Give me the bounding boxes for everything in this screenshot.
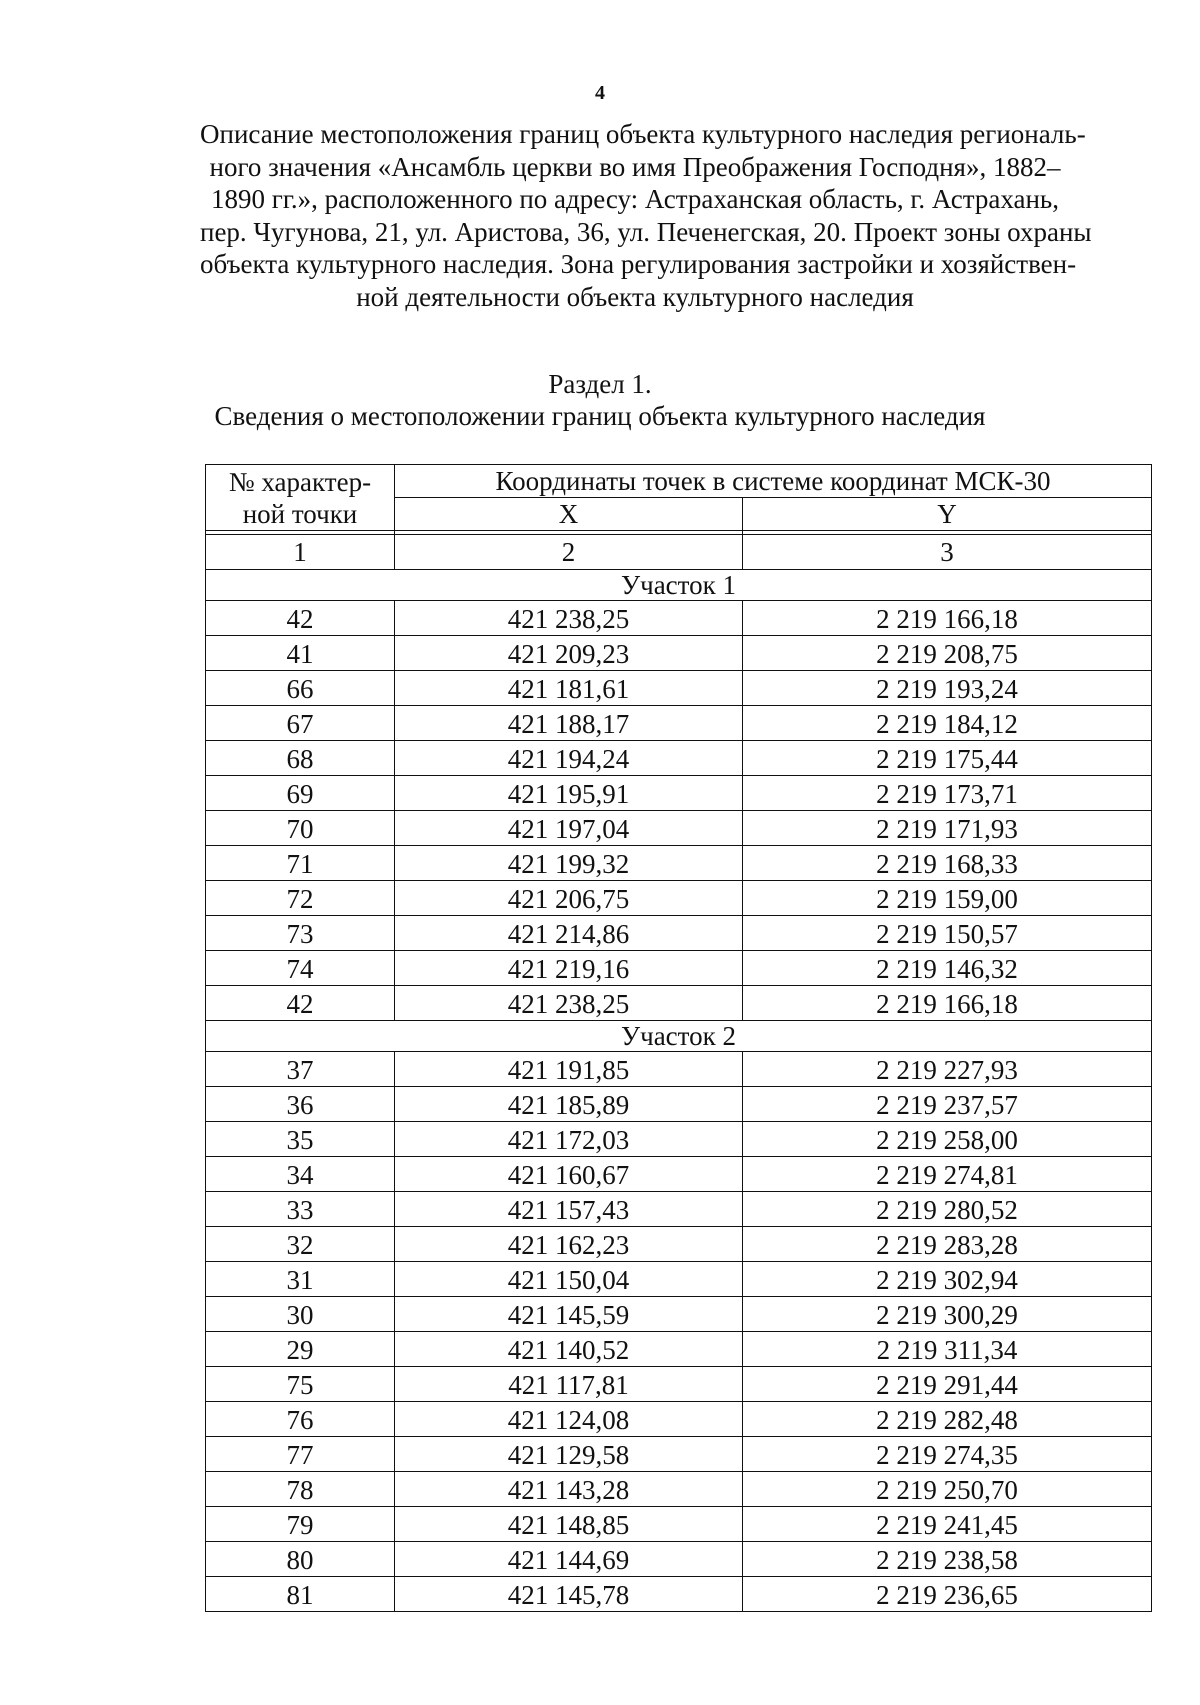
- point-number-cell: 36: [206, 1087, 395, 1122]
- header-coordinates: Координаты точек в системе координат МСК-30: [395, 465, 1152, 498]
- point-number-cell: 73: [206, 916, 395, 951]
- y-coordinate-cell: 2 219 274,81: [743, 1157, 1152, 1192]
- y-coordinate-cell: 2 219 168,33: [743, 846, 1152, 881]
- y-coordinate-cell: 2 219 166,18: [743, 986, 1152, 1021]
- y-coordinate-cell: 2 219 236,65: [743, 1577, 1152, 1612]
- header-point-number: [206, 465, 395, 531]
- table-row: [206, 776, 1152, 811]
- table-row: [206, 671, 1152, 706]
- header-point-line: № характер-: [228, 466, 372, 497]
- header-x: X: [395, 498, 743, 531]
- y-coordinate-cell: 2 219 311,34: [743, 1332, 1152, 1367]
- section-name: Участок 1: [206, 570, 1152, 601]
- point-number-cell: 77: [206, 1437, 395, 1472]
- table-row: [206, 1052, 1152, 1087]
- y-coordinate-cell: 2 219 283,28: [743, 1227, 1152, 1262]
- point-number-cell: 76: [206, 1402, 395, 1437]
- point-number-cell: 74: [206, 951, 395, 986]
- x-coordinate-cell: 421 219,16: [395, 951, 743, 986]
- x-coordinate-cell: 421 188,17: [395, 706, 743, 741]
- section-header-row: [206, 570, 1152, 601]
- table-header-row: [206, 465, 1152, 498]
- column-index: 2: [395, 535, 743, 570]
- x-coordinate-cell: 421 143,28: [395, 1472, 743, 1507]
- section-title: Сведения о местоположении границ объекта культурного наследия: [214, 401, 986, 431]
- point-number-cell: 31: [206, 1262, 395, 1297]
- y-coordinate-cell: 2 219 146,32: [743, 951, 1152, 986]
- table-row: [206, 846, 1152, 881]
- x-coordinate-cell: 421 160,67: [395, 1157, 743, 1192]
- y-coordinate-cell: 2 219 237,57: [743, 1087, 1152, 1122]
- table-row: [206, 1262, 1152, 1297]
- point-number-cell: 71: [206, 846, 395, 881]
- x-coordinate-cell: 421 214,86: [395, 916, 743, 951]
- coordinates-table: [205, 464, 1152, 1612]
- table-row: [206, 1577, 1152, 1612]
- point-number-cell: 35: [206, 1122, 395, 1157]
- table-row: [206, 1192, 1152, 1227]
- x-coordinate-cell: 421 238,25: [395, 601, 743, 636]
- table-row: [206, 1542, 1152, 1577]
- y-coordinate-cell: 2 219 208,75: [743, 636, 1152, 671]
- x-coordinate-cell: 421 144,69: [395, 1542, 743, 1577]
- x-coordinate-cell: 421 140,52: [395, 1332, 743, 1367]
- table-row: [206, 916, 1152, 951]
- table-row: [206, 1297, 1152, 1332]
- section-label: Раздел 1.: [548, 369, 652, 399]
- x-coordinate-cell: 421 145,78: [395, 1577, 743, 1612]
- x-coordinate-cell: 421 195,91: [395, 776, 743, 811]
- y-coordinate-cell: 2 219 250,70: [743, 1472, 1152, 1507]
- y-coordinate-cell: 2 219 173,71: [743, 776, 1152, 811]
- x-coordinate-cell: 421 194,24: [395, 741, 743, 776]
- point-number-cell: 34: [206, 1157, 395, 1192]
- point-number-cell: 68: [206, 741, 395, 776]
- table-row: [206, 1332, 1152, 1367]
- point-number-cell: 41: [206, 636, 395, 671]
- title-line: Описание местоположения границ объекта культурного наследия региональ-: [200, 119, 1086, 149]
- x-coordinate-cell: 421 199,32: [395, 846, 743, 881]
- point-number-cell: 33: [206, 1192, 395, 1227]
- point-number-cell: 30: [206, 1297, 395, 1332]
- x-coordinate-cell: 421 117,81: [395, 1367, 743, 1402]
- x-coordinate-cell: 421 148,85: [395, 1507, 743, 1542]
- y-coordinate-cell: 2 219 302,94: [743, 1262, 1152, 1297]
- point-number-cell: 80: [206, 1542, 395, 1577]
- point-number-cell: 29: [206, 1332, 395, 1367]
- x-coordinate-cell: 421 238,25: [395, 986, 743, 1021]
- section-name: Участок 2: [206, 1021, 1152, 1052]
- point-number-cell: 72: [206, 881, 395, 916]
- y-coordinate-cell: 2 219 291,44: [743, 1367, 1152, 1402]
- table-row: [206, 811, 1152, 846]
- table-row: [206, 1122, 1152, 1157]
- y-coordinate-cell: 2 219 258,00: [743, 1122, 1152, 1157]
- page-number: 4: [595, 82, 605, 104]
- point-number-cell: 81: [206, 1577, 395, 1612]
- title-line: пер. Чугунова, 21, ул. Аристова, 36, ул. Печенегская, 20. Проект зоны охраны: [200, 216, 1092, 247]
- point-number-cell: 66: [206, 671, 395, 706]
- y-coordinate-cell: 2 219 274,35: [743, 1437, 1152, 1472]
- y-coordinate-cell: 2 219 193,24: [743, 671, 1152, 706]
- table-row: [206, 951, 1152, 986]
- title-line: ной деятельности объекта культурного наследия: [356, 281, 914, 312]
- table-row: [206, 1367, 1152, 1402]
- column-index-row: [206, 535, 1152, 570]
- y-coordinate-cell: 2 219 171,93: [743, 811, 1152, 846]
- y-coordinate-cell: 2 219 175,44: [743, 741, 1152, 776]
- table-row: [206, 741, 1152, 776]
- x-coordinate-cell: 421 162,23: [395, 1227, 743, 1262]
- y-coordinate-cell: 2 219 282,48: [743, 1402, 1152, 1437]
- y-coordinate-cell: 2 219 184,12: [743, 706, 1152, 741]
- title-line: ного значения «Ансамбль церкви во имя Преображения Господня», 1882–: [209, 151, 1061, 182]
- column-index: 1: [206, 535, 395, 570]
- point-number-cell: 78: [206, 1472, 395, 1507]
- point-number-cell: 67: [206, 706, 395, 741]
- x-coordinate-cell: 421 145,59: [395, 1297, 743, 1332]
- point-number-cell: 69: [206, 776, 395, 811]
- x-coordinate-cell: 421 191,85: [395, 1052, 743, 1087]
- header-y: Y: [743, 498, 1152, 531]
- header-point-line: ной точки: [242, 498, 358, 529]
- y-coordinate-cell: 2 219 241,45: [743, 1507, 1152, 1542]
- point-number-cell: 32: [206, 1227, 395, 1262]
- table-row: [206, 1507, 1152, 1542]
- x-coordinate-cell: 421 185,89: [395, 1087, 743, 1122]
- title-line: 1890 гг.», расположенного по адресу: Астраханская область, г. Астрахань,: [211, 184, 1059, 215]
- point-number-cell: 75: [206, 1367, 395, 1402]
- table-row: [206, 986, 1152, 1021]
- table-row: [206, 1437, 1152, 1472]
- x-coordinate-cell: 421 157,43: [395, 1192, 743, 1227]
- table-row: [206, 1472, 1152, 1507]
- point-number-cell: 42: [206, 986, 395, 1021]
- x-coordinate-cell: 421 150,04: [395, 1262, 743, 1297]
- point-number-cell: 37: [206, 1052, 395, 1087]
- x-coordinate-cell: 421 172,03: [395, 1122, 743, 1157]
- table-row: [206, 1227, 1152, 1262]
- title-line: объекта культурного наследия. Зона регулирования застройки и хозяйствен-: [200, 249, 1077, 280]
- x-coordinate-cell: 421 129,58: [395, 1437, 743, 1472]
- table-row: [206, 1087, 1152, 1122]
- y-coordinate-cell: 2 219 159,00: [743, 881, 1152, 916]
- column-index: 3: [743, 535, 1152, 570]
- y-coordinate-cell: 2 219 238,58: [743, 1542, 1152, 1577]
- x-coordinate-cell: 421 181,61: [395, 671, 743, 706]
- table-row: [206, 1402, 1152, 1437]
- table-row: [206, 881, 1152, 916]
- table-row: [206, 1157, 1152, 1192]
- y-coordinate-cell: 2 219 150,57: [743, 916, 1152, 951]
- x-coordinate-cell: 421 206,75: [395, 881, 743, 916]
- point-number-cell: 42: [206, 601, 395, 636]
- y-coordinate-cell: 2 219 300,29: [743, 1297, 1152, 1332]
- point-number-cell: 79: [206, 1507, 395, 1542]
- x-coordinate-cell: 421 197,04: [395, 811, 743, 846]
- table-row: [206, 706, 1152, 741]
- y-coordinate-cell: 2 219 166,18: [743, 601, 1152, 636]
- y-coordinate-cell: 2 219 227,93: [743, 1052, 1152, 1087]
- table-row: [206, 636, 1152, 671]
- table-row: [206, 601, 1152, 636]
- y-coordinate-cell: 2 219 280,52: [743, 1192, 1152, 1227]
- x-coordinate-cell: 421 209,23: [395, 636, 743, 671]
- section-header-row: [206, 1021, 1152, 1052]
- point-number-cell: 70: [206, 811, 395, 846]
- x-coordinate-cell: 421 124,08: [395, 1402, 743, 1437]
- document-title: [200, 118, 1092, 314]
